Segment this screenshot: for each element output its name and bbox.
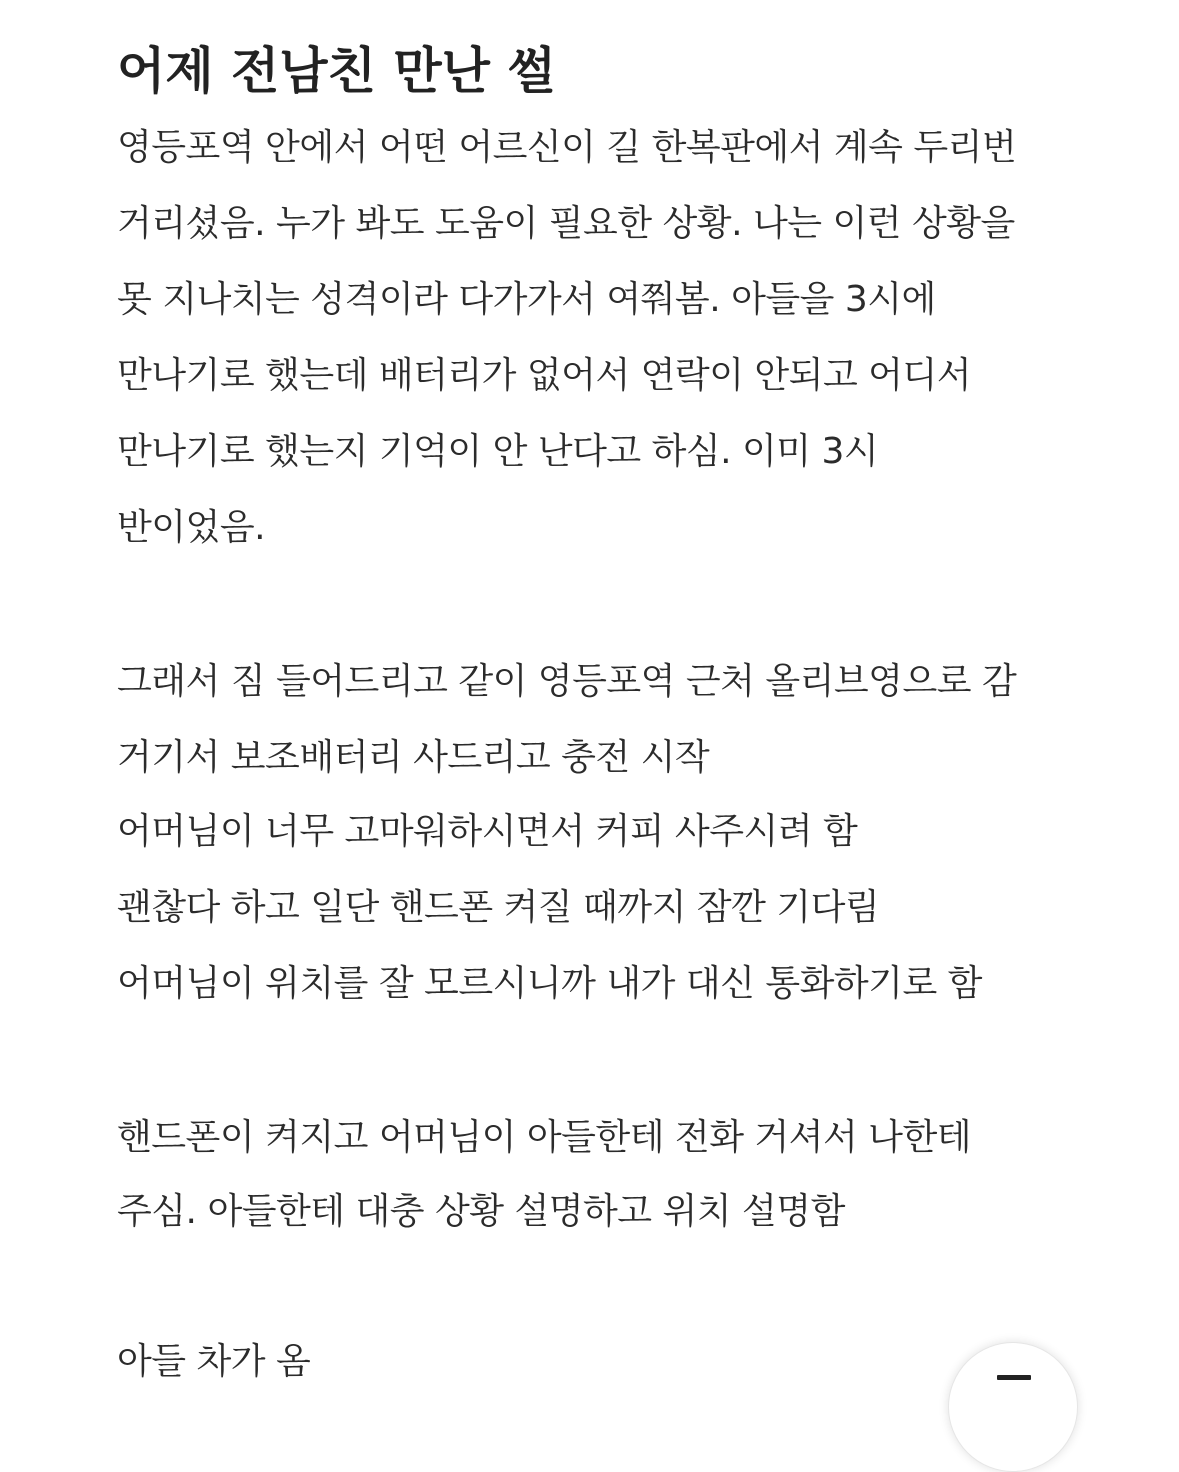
post-line: 괜찮다 하고 일단 핸드폰 켜질 때까지 잠깐 기다림 — [117, 887, 880, 928]
post-line: 주심. 아들한테 대충 상황 설명하고 위치 설명함 — [117, 1191, 845, 1232]
post-line: 아들 차가 옴 — [117, 1341, 311, 1382]
post-line: 영등포역 안에서 어떤 어르신이 길 한복판에서 계속 두리번 — [117, 127, 1017, 168]
post-title: 어제 전남친 만난 썰 — [117, 42, 556, 100]
post-line: 어머님이 너무 고마워하시면서 커피 사주시려 함 — [117, 811, 858, 852]
scroll-top-icon — [997, 1375, 1031, 1380]
scroll-top-button[interactable] — [948, 1342, 1078, 1472]
post-line: 거기서 보조배터리 사드리고 충전 시작 — [117, 737, 710, 778]
post-line: 핸드폰이 켜지고 어머님이 아들한테 전화 거셔서 나한테 — [117, 1117, 972, 1158]
post-line: 반이었음. — [117, 507, 266, 548]
post-line: 거리셨음. 누가 봐도 도움이 필요한 상황. 나는 이런 상황을 — [117, 203, 1015, 244]
post-line: 못 지나치는 성격이라 다가가서 여쭤봄. 아들을 3시에 — [117, 279, 936, 320]
post-line: 그래서 짐 들어드리고 같이 영등포역 근처 올리브영으로 감 — [117, 661, 1017, 702]
post-line: 어머님이 위치를 잘 모르시니까 내가 대신 통화하기로 함 — [117, 963, 982, 1004]
post-line: 만나기로 했는지 기억이 안 난다고 하심. 이미 3시 — [117, 431, 879, 472]
post-line: 만나기로 했는데 배터리가 없어서 연락이 안되고 어디서 — [117, 355, 972, 396]
